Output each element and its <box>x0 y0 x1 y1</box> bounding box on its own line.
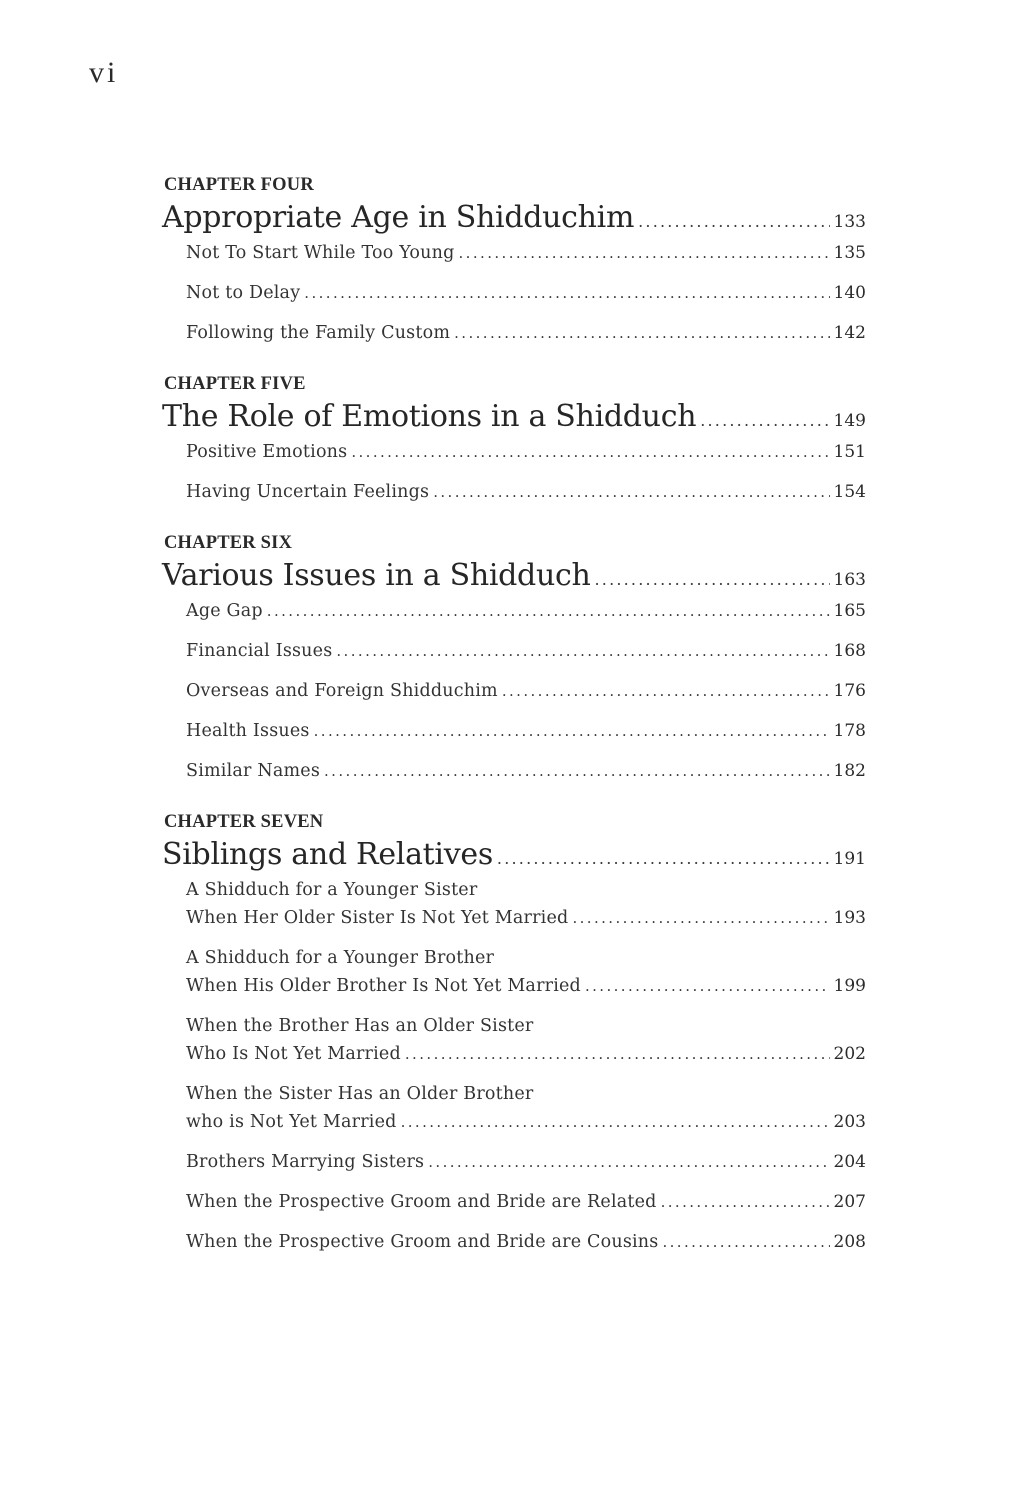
chapter-label: CHAPTER FOUR <box>164 175 314 195</box>
section-row <box>186 757 866 785</box>
chapter-block <box>162 174 866 347</box>
dot-leader <box>428 1148 829 1176</box>
dot-leader <box>595 559 830 601</box>
section-entry[interactable] <box>186 438 866 466</box>
chapter-title-row[interactable] <box>162 834 866 876</box>
section-entry[interactable] <box>186 1228 866 1256</box>
section-page-number: 208 <box>833 1232 866 1252</box>
section-page-number: 193 <box>833 908 866 928</box>
section-page-number: 178 <box>833 721 866 741</box>
section-row <box>186 972 866 1000</box>
section-row <box>186 1188 866 1216</box>
section-page-number: 176 <box>833 681 866 701</box>
section-page-number: 142 <box>833 323 866 343</box>
section-title: Positive Emotions <box>186 442 348 462</box>
chapter-title-row[interactable] <box>162 197 866 239</box>
section-title-line1: When the Sister Has an Older Brother <box>186 1084 534 1104</box>
chapter-title: Various Issues in a Shidduch <box>162 558 591 593</box>
section-entry[interactable] <box>186 637 866 665</box>
chapter-block <box>162 811 866 1256</box>
section-list <box>186 239 866 347</box>
section-title: Following the Family Custom <box>186 323 451 343</box>
dot-leader <box>497 838 830 880</box>
section-list <box>186 597 866 785</box>
section-page-number: 204 <box>833 1152 866 1172</box>
section-entry[interactable] <box>186 717 866 745</box>
chapter-page-number: 149 <box>833 411 866 431</box>
section-title: Age Gap <box>186 601 263 621</box>
section-row <box>186 478 866 506</box>
dot-leader <box>454 319 829 347</box>
dot-leader <box>700 400 829 442</box>
section-entry[interactable] <box>186 597 866 625</box>
dot-leader <box>304 279 829 307</box>
section-entry[interactable] <box>186 1080 866 1136</box>
section-row <box>186 319 866 347</box>
section-title: Overseas and Foreign Shidduchim <box>186 681 498 701</box>
page-number: vi <box>89 56 119 89</box>
section-title: When His Older Brother Is Not Yet Married <box>186 976 581 996</box>
section-title: Who Is Not Yet Married <box>186 1044 401 1064</box>
section-row <box>186 1148 866 1176</box>
dot-leader <box>314 717 830 745</box>
section-entry[interactable] <box>186 1148 866 1176</box>
chapter-block <box>162 373 866 506</box>
section-list <box>186 876 866 1256</box>
section-page-number: 151 <box>833 442 866 462</box>
section-page-number: 203 <box>833 1112 866 1132</box>
table-of-contents <box>162 174 866 1282</box>
section-list <box>186 438 866 506</box>
section-title: When the Prospective Groom and Bride are Cousins <box>186 1232 659 1252</box>
chapter-label: CHAPTER SEVEN <box>164 812 324 832</box>
chapter-page-number: 163 <box>833 570 866 590</box>
section-entry[interactable] <box>186 279 866 307</box>
section-row <box>186 904 866 932</box>
chapter-label: CHAPTER SIX <box>164 533 293 553</box>
dot-leader <box>351 438 829 466</box>
section-entry[interactable] <box>186 1012 866 1068</box>
section-title: When the Prospective Groom and Bride are Related <box>186 1192 657 1212</box>
chapter-label: CHAPTER FIVE <box>164 374 306 394</box>
dot-leader <box>638 201 829 243</box>
dot-leader <box>502 677 830 705</box>
section-row <box>186 637 866 665</box>
section-entry[interactable] <box>186 757 866 785</box>
section-row <box>186 677 866 705</box>
section-page-number: 140 <box>833 283 866 303</box>
section-title: Similar Names <box>186 761 321 781</box>
section-page-number: 199 <box>833 976 866 996</box>
section-title: When Her Older Sister Is Not Yet Married <box>186 908 569 928</box>
section-entry[interactable] <box>186 1188 866 1216</box>
section-page-number: 168 <box>833 641 866 661</box>
section-title: Financial Issues <box>186 641 333 661</box>
dot-leader <box>401 1108 830 1136</box>
section-title: Not To Start While Too Young <box>186 243 455 263</box>
section-title: Health Issues <box>186 721 310 741</box>
section-title: Having Uncertain Feelings <box>186 482 430 502</box>
chapter-title: The Role of Emotions in a Shidduch <box>162 399 697 434</box>
section-title: Not to Delay <box>186 283 301 303</box>
section-row <box>186 239 866 267</box>
section-entry[interactable] <box>186 944 866 1000</box>
section-title: Brothers Marrying Sisters <box>186 1152 425 1172</box>
chapter-title-row[interactable] <box>162 555 866 597</box>
dot-leader <box>459 239 830 267</box>
dot-leader <box>661 1188 830 1216</box>
chapter-title-row[interactable] <box>162 396 866 438</box>
section-title-line1: A Shidduch for a Younger Sister <box>186 880 478 900</box>
chapter-page-number: 133 <box>833 212 866 232</box>
dot-leader <box>572 904 829 932</box>
dot-leader <box>324 757 830 785</box>
chapter-title: Appropriate Age in Shidduchim <box>162 200 635 235</box>
section-row <box>186 1040 866 1068</box>
section-title: who is Not Yet Married <box>186 1112 397 1132</box>
chapter-page-number: 191 <box>833 849 866 869</box>
section-page-number: 154 <box>833 482 866 502</box>
section-row <box>186 438 866 466</box>
section-entry[interactable] <box>186 319 866 347</box>
section-row <box>186 1228 866 1256</box>
section-page-number: 135 <box>833 243 866 263</box>
dot-leader <box>662 1228 829 1256</box>
section-page-number: 202 <box>833 1044 866 1064</box>
section-row <box>186 717 866 745</box>
section-entry[interactable] <box>186 876 866 932</box>
section-entry[interactable] <box>186 239 866 267</box>
section-row <box>186 279 866 307</box>
section-page-number: 182 <box>833 761 866 781</box>
dot-leader <box>585 972 830 1000</box>
dot-leader <box>433 478 829 506</box>
section-page-number: 165 <box>833 601 866 621</box>
section-row <box>186 1108 866 1136</box>
dot-leader <box>405 1040 830 1068</box>
dot-leader <box>267 597 830 625</box>
section-page-number: 207 <box>833 1192 866 1212</box>
section-entry[interactable] <box>186 677 866 705</box>
section-title-line1: A Shidduch for a Younger Brother <box>186 948 495 968</box>
section-title-line1: When the Brother Has an Older Sister <box>186 1016 534 1036</box>
dot-leader <box>336 637 829 665</box>
chapter-block <box>162 532 866 785</box>
chapter-title: Siblings and Relatives <box>162 837 493 872</box>
section-entry[interactable] <box>186 478 866 506</box>
section-row <box>186 597 866 625</box>
